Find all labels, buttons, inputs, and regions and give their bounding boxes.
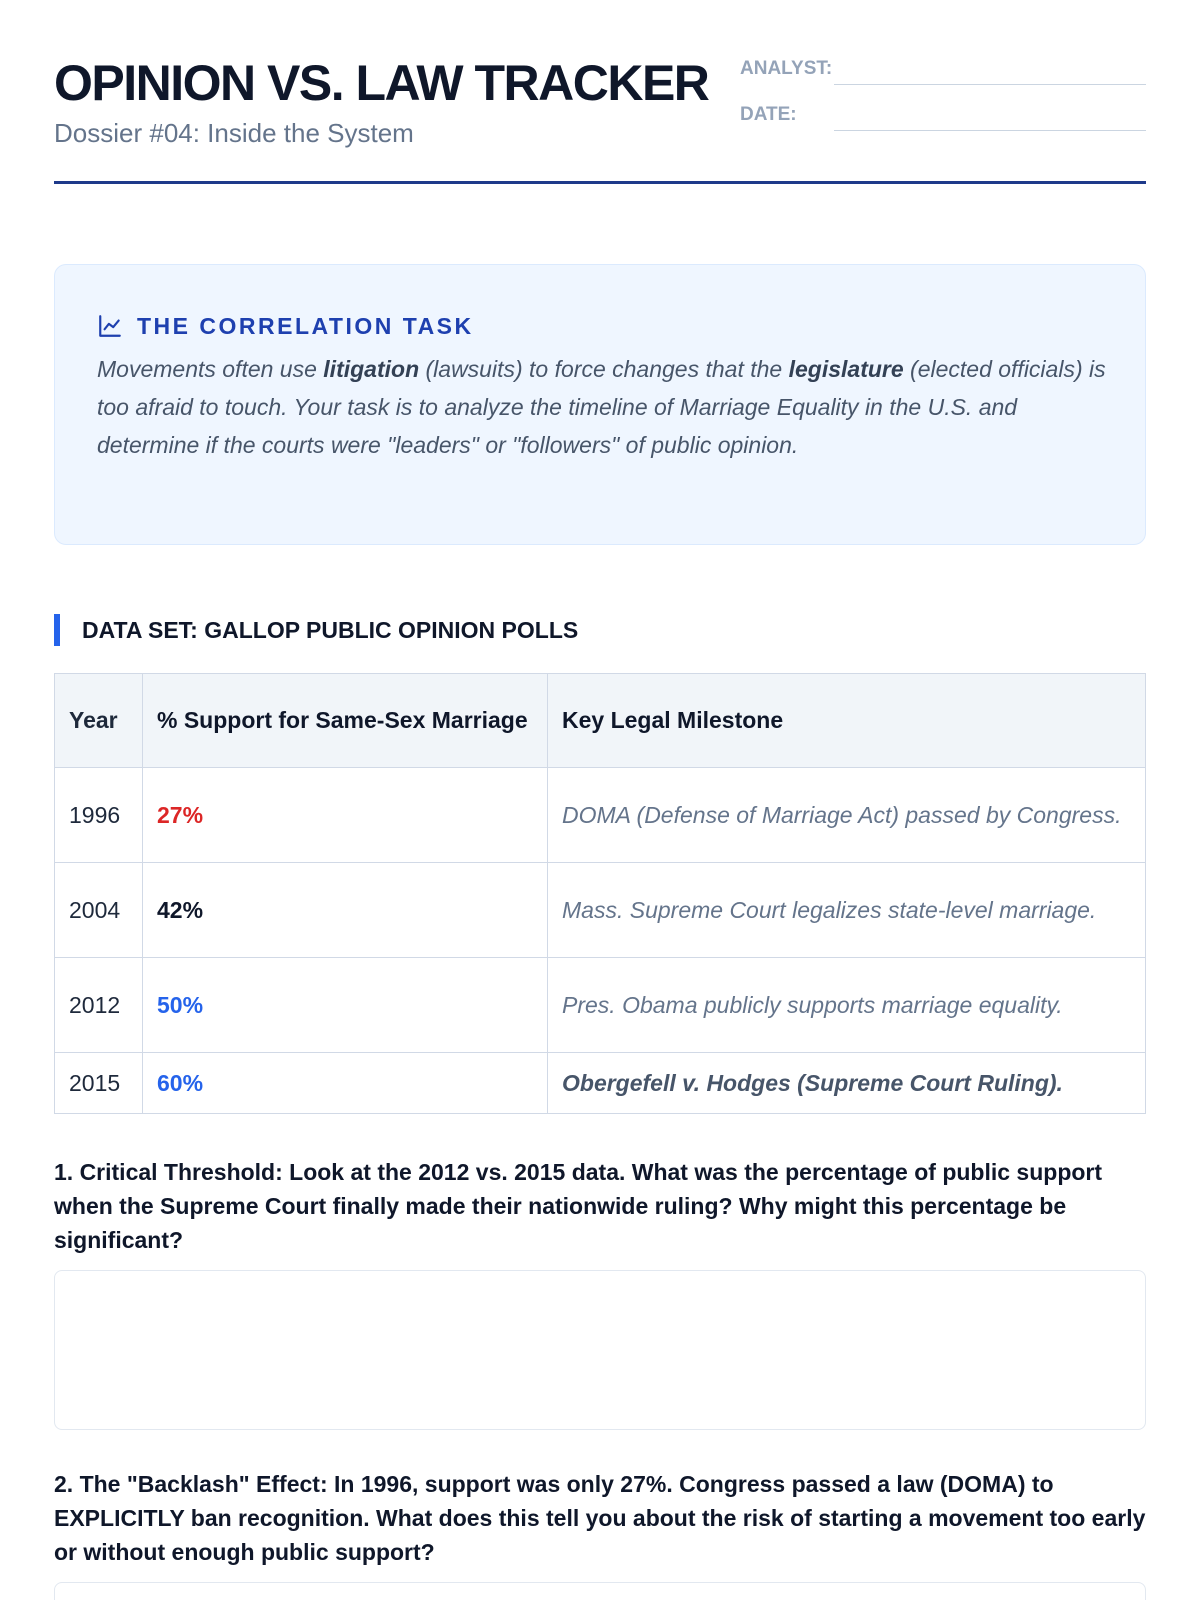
worksheet-header (54, 50, 1146, 184)
analyst-label: ANALYST: (740, 58, 833, 79)
table-row (55, 1053, 1146, 1114)
date-input-line[interactable] (834, 130, 1146, 131)
milestone-cell: Obergefell v. Hodges (Supreme Court Ruling). (548, 1053, 1146, 1114)
term-legislature: legislature (788, 356, 904, 382)
dataset-heading: DATA SET: GALLOP PUBLIC OPINION POLLS (54, 614, 578, 646)
milestone-cell: Mass. Supreme Court legalizes state-level marriage. (548, 863, 1146, 958)
year-cell: 2015 (55, 1053, 143, 1114)
task-text-2: (lawsuits) to force changes that the (419, 356, 789, 382)
page-title: OPINION VS. LAW TRACKER (54, 55, 709, 111)
table-row (55, 958, 1146, 1053)
analyst-input-line[interactable] (834, 84, 1146, 85)
date-label: DATE: (740, 104, 797, 125)
column-header-year: Year (55, 674, 143, 768)
support-cell: 60% (143, 1053, 548, 1114)
table-row (55, 863, 1146, 958)
question-1: 1. Critical Threshold: Look at the 2012 vs. 2015 data. What was the percentage of public support when the Supreme Court finally made their nationwide ruling? Why might this percentage be significant? (54, 1159, 1103, 1253)
question-2: 2. The "Backlash" Effect: In 1996, support was only 27%. Congress passed a law (DOMA) to EXPLICITLY ban recognition. What does this tell you about the risk of starting a movement too early or without enough public support? (54, 1471, 1146, 1565)
page-subtitle: Dossier #04: Inside the System (54, 118, 414, 148)
column-header-support: % Support for Same-Sex Marriage (143, 674, 548, 768)
table-row (55, 768, 1146, 863)
task-title: THE CORRELATION TASK (137, 312, 474, 339)
milestone-cell: DOMA (Defense of Marriage Act) passed by Congress. (548, 768, 1146, 863)
task-text-1: Movements often use (97, 356, 324, 382)
analyst-field[interactable] (740, 58, 1146, 88)
answer-box-1[interactable] (54, 1270, 1146, 1430)
support-cell: 27% (143, 768, 548, 863)
term-litigation: litigation (323, 356, 420, 382)
correlation-task-box (54, 264, 1146, 545)
answer-box-2[interactable] (54, 1582, 1146, 1600)
task-heading (97, 311, 474, 341)
poll-data-table (54, 673, 1146, 1114)
year-cell: 2004 (55, 863, 143, 958)
task-text-3: (elected officials) is too afraid to touch. Your task is to analyze the timeline of Marriage Equality in the U.S. and determine if the courts were "leaders" or "followers" of public opinion. (97, 356, 1106, 458)
year-cell: 1996 (55, 768, 143, 863)
milestone-cell: Pres. Obama publicly supports marriage equality. (548, 958, 1146, 1053)
year-cell: 2012 (55, 958, 143, 1053)
date-field[interactable] (740, 104, 1146, 134)
support-cell: 42% (143, 863, 548, 958)
column-header-milestone: Key Legal Milestone (548, 674, 1146, 768)
support-cell: 50% (143, 958, 548, 1053)
task-description (97, 350, 1107, 464)
line-chart-icon (97, 313, 123, 339)
table-header-row (55, 674, 1146, 768)
